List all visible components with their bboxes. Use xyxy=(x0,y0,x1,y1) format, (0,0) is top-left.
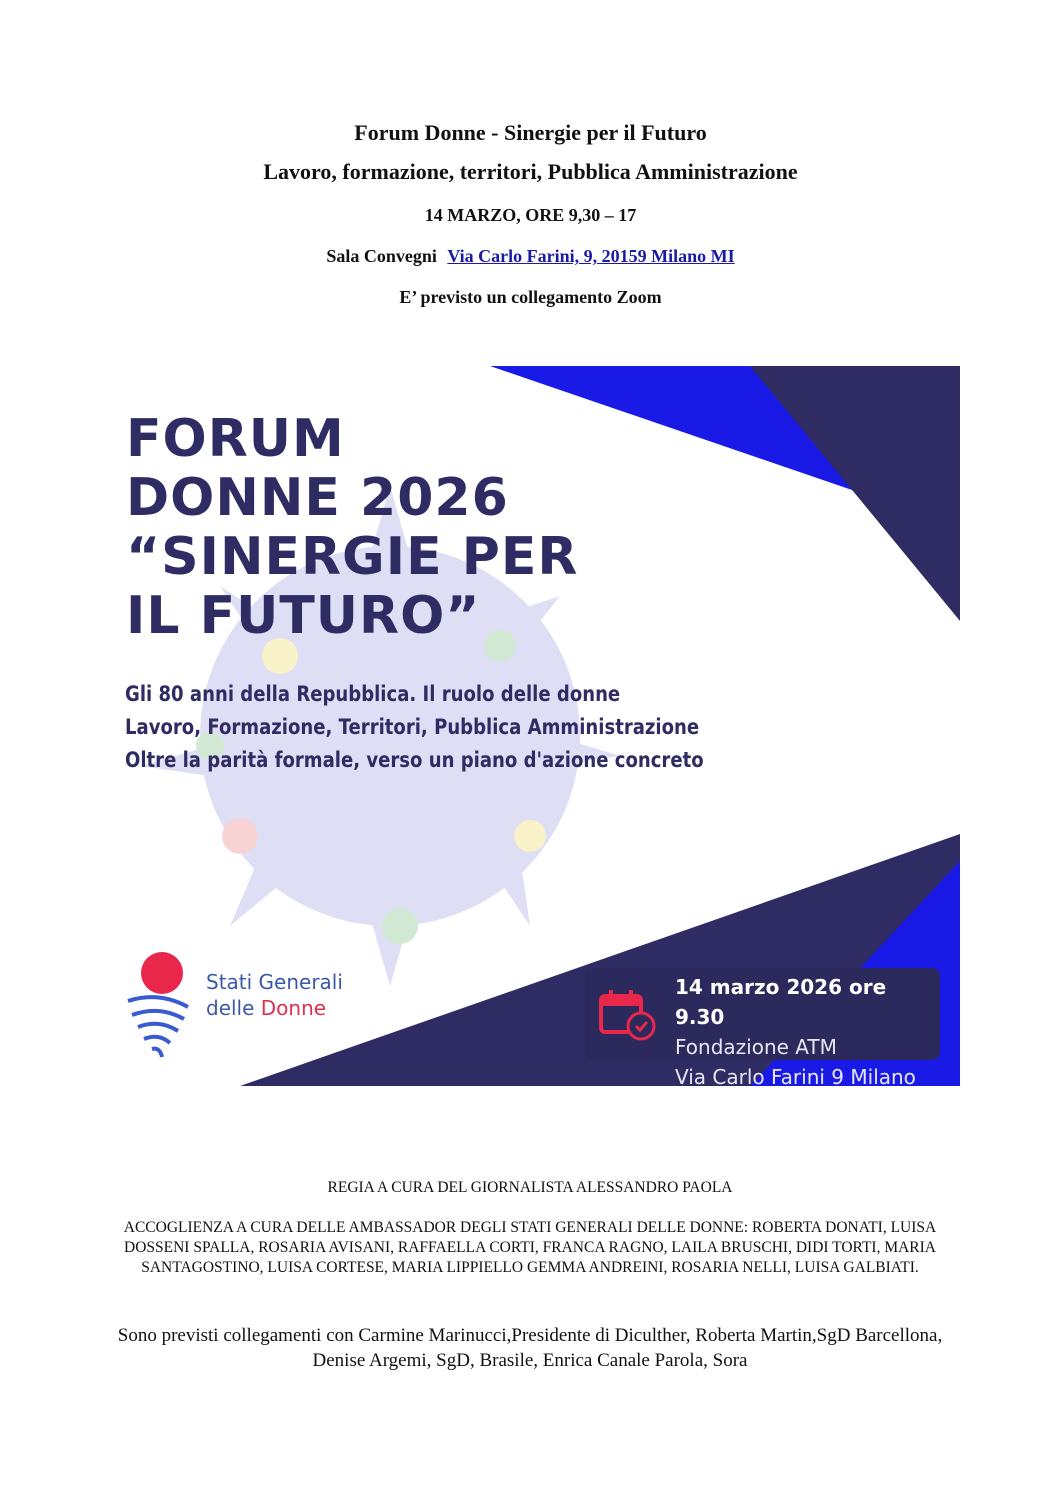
poster-sub-line: Gli 80 anni della Repubblica. Il ruolo delle donne xyxy=(125,682,621,706)
navy-triangle-top xyxy=(750,366,960,621)
poster-title-line: DONNE 2026 xyxy=(126,468,509,528)
doc-title: Forum Donne - Sinergie per il Futuro xyxy=(354,120,707,145)
event-address: Via Carlo Farini 9 Milano xyxy=(675,1065,916,1086)
poster-sub-line: Oltre la parità formale, verso un piano d'azione concreto xyxy=(125,748,704,772)
poster-subtitle xyxy=(125,678,704,777)
poster-title-line: FORUM xyxy=(126,409,345,469)
zoom-note: E’ previsto un collegamento Zoom xyxy=(399,287,662,307)
logo-line: Stati Generali xyxy=(206,970,343,994)
stati-generali-logo-icon xyxy=(124,951,194,1061)
calendar-clock-icon xyxy=(595,988,659,1042)
event-place: Fondazione ATM xyxy=(675,1035,837,1059)
event-date: 14 marzo 2026 ore 9.30 xyxy=(675,975,887,1029)
poster-title-line: IL FUTURO” xyxy=(126,586,481,646)
event-info-box xyxy=(585,968,940,1086)
logo-line: delle xyxy=(206,996,261,1020)
doc-datetime: 14 MARZO, ORE 9,30 – 17 xyxy=(424,205,637,225)
doc-subtitle: Lavoro, formazione, territori, Pubblica Amministrazione xyxy=(263,159,798,184)
logo-line-highlight: Donne xyxy=(260,996,327,1020)
venue-label: Sala Convegni xyxy=(326,246,437,266)
venue-link[interactable]: Via Carlo Farini, 9, 20159 Milano MI xyxy=(447,246,735,266)
regia-note: REGIA A CURA DEL GIORNALISTA ALESSANDRO PAOLA xyxy=(327,1179,733,1196)
poster-sub-line: Lavoro, Formazione, Territori, Pubblica Amministrazione xyxy=(125,715,700,739)
doc-venue xyxy=(0,246,1061,267)
accoglienza-note: ACCOGLIENZA A CURA DELLE AMBASSADOR DEGLI STATI GENERALI DELLE DONNE: ROBERTA DONATI, LUISA DOSSENI SPALLA, ROSARIA AVISANI, RAFFAELLA CORTI, FRANCA RAGNO, LAILA BRUSCHI, DIDI TORTI, MARIA SANTAGOSTINO, LUISA CORTESE, MARIA LIPPIELLO GEMMA ANDREINI, ROSARIA NELLI, LUISA GALBIATI. xyxy=(123,1219,937,1276)
poster-title-line: “SINERGIE PER xyxy=(126,527,579,587)
logo-text xyxy=(206,969,343,1021)
poster-title xyxy=(126,410,578,646)
collegamenti-note: Sono previsti collegamenti con Carmine Marinucci,Presidente di Diculther, Roberta Martin,SgD Barcellona, Denise Argemi, SgD, Brasile, Enrica Canale Parola, Sora xyxy=(117,1325,943,1371)
event-poster xyxy=(100,366,960,1086)
